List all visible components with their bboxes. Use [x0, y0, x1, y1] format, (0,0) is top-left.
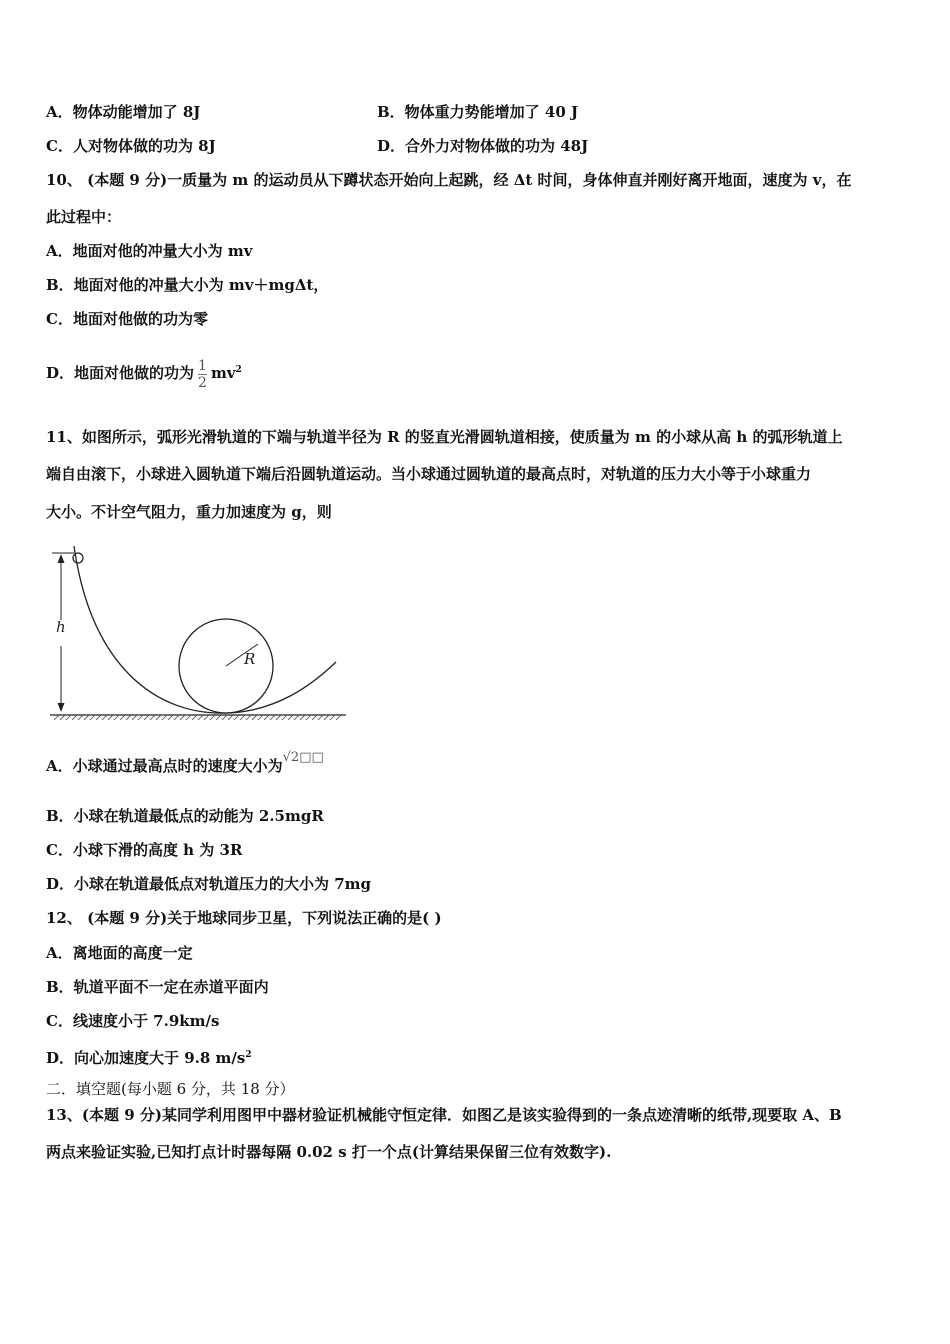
q11-option-c: C．小球下滑的高度 h 为 3R [46, 841, 243, 859]
q10-option-d-prefix: D．地面对他做的功为 [46, 364, 195, 382]
q13-stem-line1: 13、(本题 9 分)某同学利用图甲中器材验证机械能守恒定律．如图乙是该实验得到的一条点迹清晰的纸带,现要取 A、B [46, 1106, 842, 1124]
q12-option-d-exponent: 2 [245, 1050, 252, 1060]
ball [73, 553, 83, 563]
q12-option-c: C．线速度小于 7.9km/s [46, 1012, 220, 1030]
q10-option-b: B．地面对他的冲量大小为 mv＋mgΔt， [46, 276, 329, 294]
q12-option-b: B．轨道平面不一定在赤道平面内 [46, 978, 269, 996]
h-arrow-head-up [58, 554, 65, 563]
q11-stem-line3: 大小。不计空气阻力，重力加速度为 g，则 [46, 503, 332, 521]
q13-stem-line2: 两点来验证实验,已知打点计时器每隔 0.02 s 打一个点(计算结果保留三位有效数字). [46, 1143, 612, 1161]
q11-option-b: B．小球在轨道最低点的动能为 2.5mgR [46, 807, 324, 825]
q12-option-d-text: D．向心加速度大于 9.8 m/s [46, 1049, 246, 1067]
h-arrow-head-down [58, 703, 65, 712]
h-label: h [56, 618, 66, 636]
q9-option-b: B．物体重力势能增加了 40 J [377, 103, 579, 121]
q11-option-a [46, 750, 324, 778]
q11-option-a-prefix: A．小球通过最高点时的速度大小为 [46, 757, 283, 775]
q10-stem-line2: 此过程中： [46, 208, 122, 226]
q10-option-d [46, 352, 242, 391]
q10-option-d-suffix: mv [210, 364, 236, 382]
q12-option-a: A．离地面的高度一定 [46, 944, 193, 962]
q9-option-c: C．人对物体做的功为 8J [46, 137, 216, 155]
q11-track-figure [46, 536, 356, 731]
ground-hatching [54, 715, 341, 720]
q12-option-d [46, 1045, 252, 1068]
section-heading: 二．填空题(每小题 6 分，共 18 分） [46, 1080, 295, 1098]
fraction-one-half [198, 358, 207, 391]
q10-option-d-exponent: 2 [235, 365, 242, 375]
q11-stem-line1: 11、如图所示，弧形光滑轨道的下端与轨道半径为 R 的竖直光滑圆轨道相接，使质量为 m 的小球从高 h 的弧形轨道上 [46, 428, 843, 446]
q11-option-d: D．小球在轨道最低点对轨道压力的大小为 7mg [46, 875, 372, 893]
q9-option-a: A．物体动能增加了 8J [46, 103, 201, 121]
q9-option-d: D．合外力对物体做的功为 48J [377, 137, 589, 155]
q10-option-c: C．地面对他做的功为零 [46, 310, 208, 328]
q10-stem-line1: 10、 (本题 9 分)一质量为 m 的运动员从下蹲状态开始向上起跳，经 Δt 时间，身体伸直并刚好离开地面，速度为 v，在 [46, 171, 852, 189]
q11-stem-line2: 端自由滚下，小球进入圆轨道下端后沿圆轨道运动。当小球通过圆轨道的最高点时，对轨道的压力大小等于小球重力 [46, 465, 812, 483]
sqrt-expression: √2□□ [282, 750, 324, 765]
arc-track [74, 546, 336, 713]
q10-option-a: A．地面对他的冲量大小为 mv [46, 242, 253, 260]
fraction-numerator: 1 [198, 357, 207, 374]
r-label: R [244, 650, 256, 668]
q12-stem: 12、 (本题 9 分)关于地球同步卫星，下列说法正确的是( ) [46, 909, 442, 927]
fraction-denominator: 2 [198, 374, 207, 391]
